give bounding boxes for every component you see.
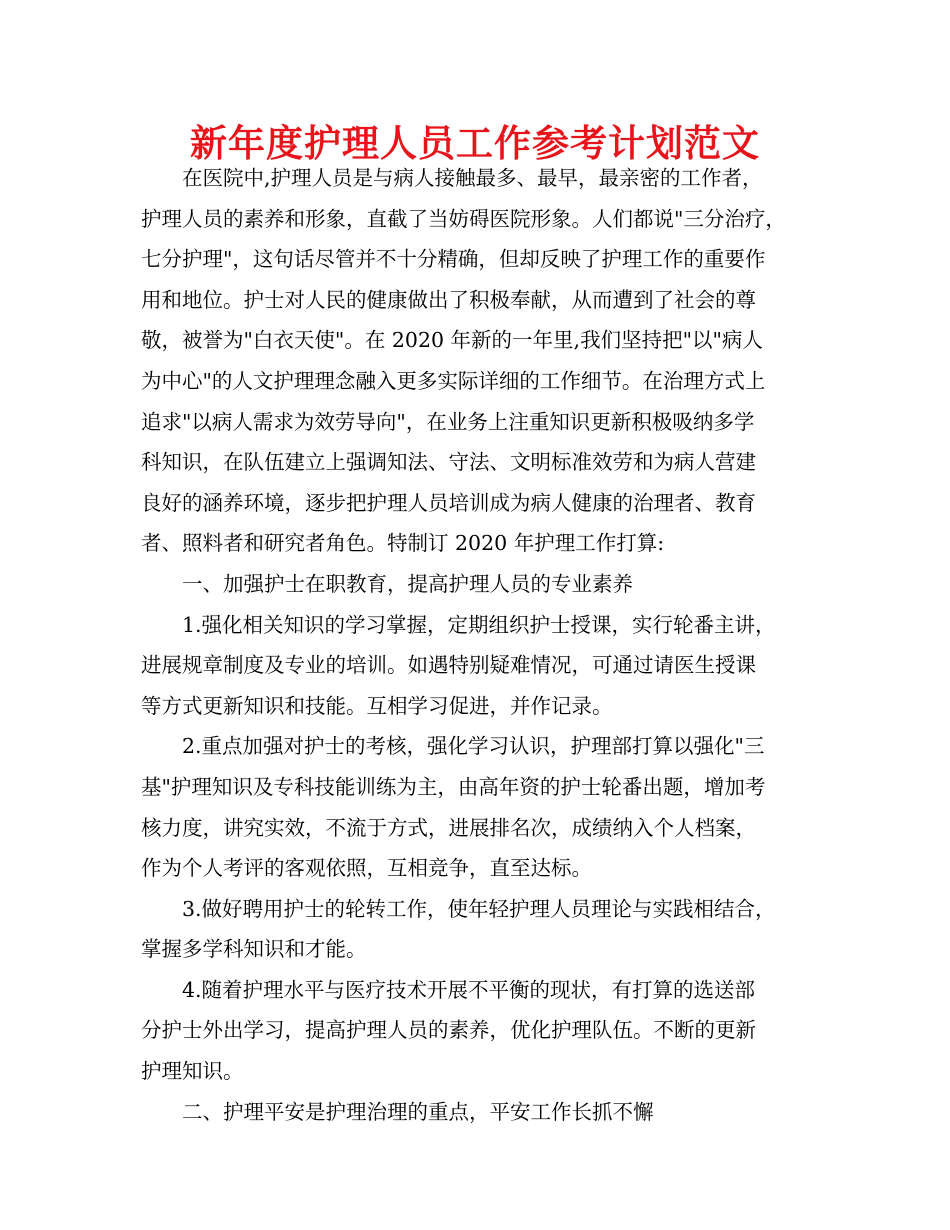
paragraph-line: 基"护理知识及专科技能训练为主，由高年资的护士轮番出题，增加考: [141, 774, 766, 799]
paragraph-line: 七分护理"，这句话尽管并不十分精确，但却反映了护理工作的重要作: [141, 247, 766, 272]
document-title: 新年度护理人员工作参考计划范文: [190, 122, 760, 165]
paragraph-line: 科知识，在队伍建立上强调知法、守法、文明标准效劳和为病人营建: [141, 450, 756, 475]
paragraph-line: 作为个人考评的客观依照，互相竞争，直至达标。: [141, 856, 592, 881]
section-heading: 一、加强护士在职教育，提高护理人员的专业素养: [182, 571, 633, 596]
paragraph-line: 护理知识。: [141, 1059, 244, 1084]
paragraph-line: 4.随着护理水平与医疗技术开展不平衡的现状，有打算的选送部: [182, 977, 756, 1002]
paragraph-line: 追求"以病人需求为效劳导向"，在业务上注重知识更新积极吸纳多学: [141, 409, 755, 434]
paragraph-line: 为中心"的人文护理理念融入更多实际详细的工作细节。在治理方式上: [141, 368, 766, 393]
paragraph-line: 核力度，讲究实效，不流于方式，进展排名次，成绩纳入个人档案，: [141, 815, 756, 840]
paragraph-line: 2.重点加强对护士的考核，强化学习认识，护理部打算以强化"三: [182, 734, 765, 759]
paragraph-line: 等方式更新知识和技能。互相学习促进，并作记录。: [141, 693, 613, 718]
paragraph-line: 1.强化相关知识的学习掌握，定期组织护士授课，实行轮番主讲，: [182, 612, 776, 637]
paragraph-line: 敬，被誉为"白衣天使"。在 2020 年新的一年里,我们坚持把"以"病人: [141, 328, 763, 353]
paragraph-line: 护理人员的素养和形象，直截了当妨碍医院形象。人们都说"三分治疗，: [141, 206, 786, 231]
paragraph-line: 在医院中,护理人员是与病人接触最多、最早，最亲密的工作者，: [182, 166, 763, 190]
paragraph-line: 掌握多学科知识和才能。: [141, 937, 367, 962]
paragraph-line: 良好的涵养环境，逐步把护理人员培训成为病人健康的治理者、教育: [141, 490, 756, 515]
paragraph-line: 进展规章制度及专业的培训。如遇特别疑难情况，可通过请医生授课: [141, 653, 756, 678]
paragraph-line: 用和地位。护士对人民的健康做出了积极奉献，从而遭到了社会的尊: [141, 287, 756, 312]
document-body: [141, 158, 821, 1132]
paragraph-line: 3.做好聘用护士的轮转工作，使年轻护理人员理论与实践相结合，: [182, 896, 776, 921]
section-heading: 二、护理平安是护理治理的重点，平安工作长抓不懈: [182, 1099, 654, 1124]
paragraph-line: 分护士外出学习，提高护理人员的素养，优化护理队伍。不断的更新: [141, 1018, 756, 1043]
paragraph-line: 者、照料者和研究者角色。特制订 2020 年护理工作打算:: [141, 531, 665, 556]
